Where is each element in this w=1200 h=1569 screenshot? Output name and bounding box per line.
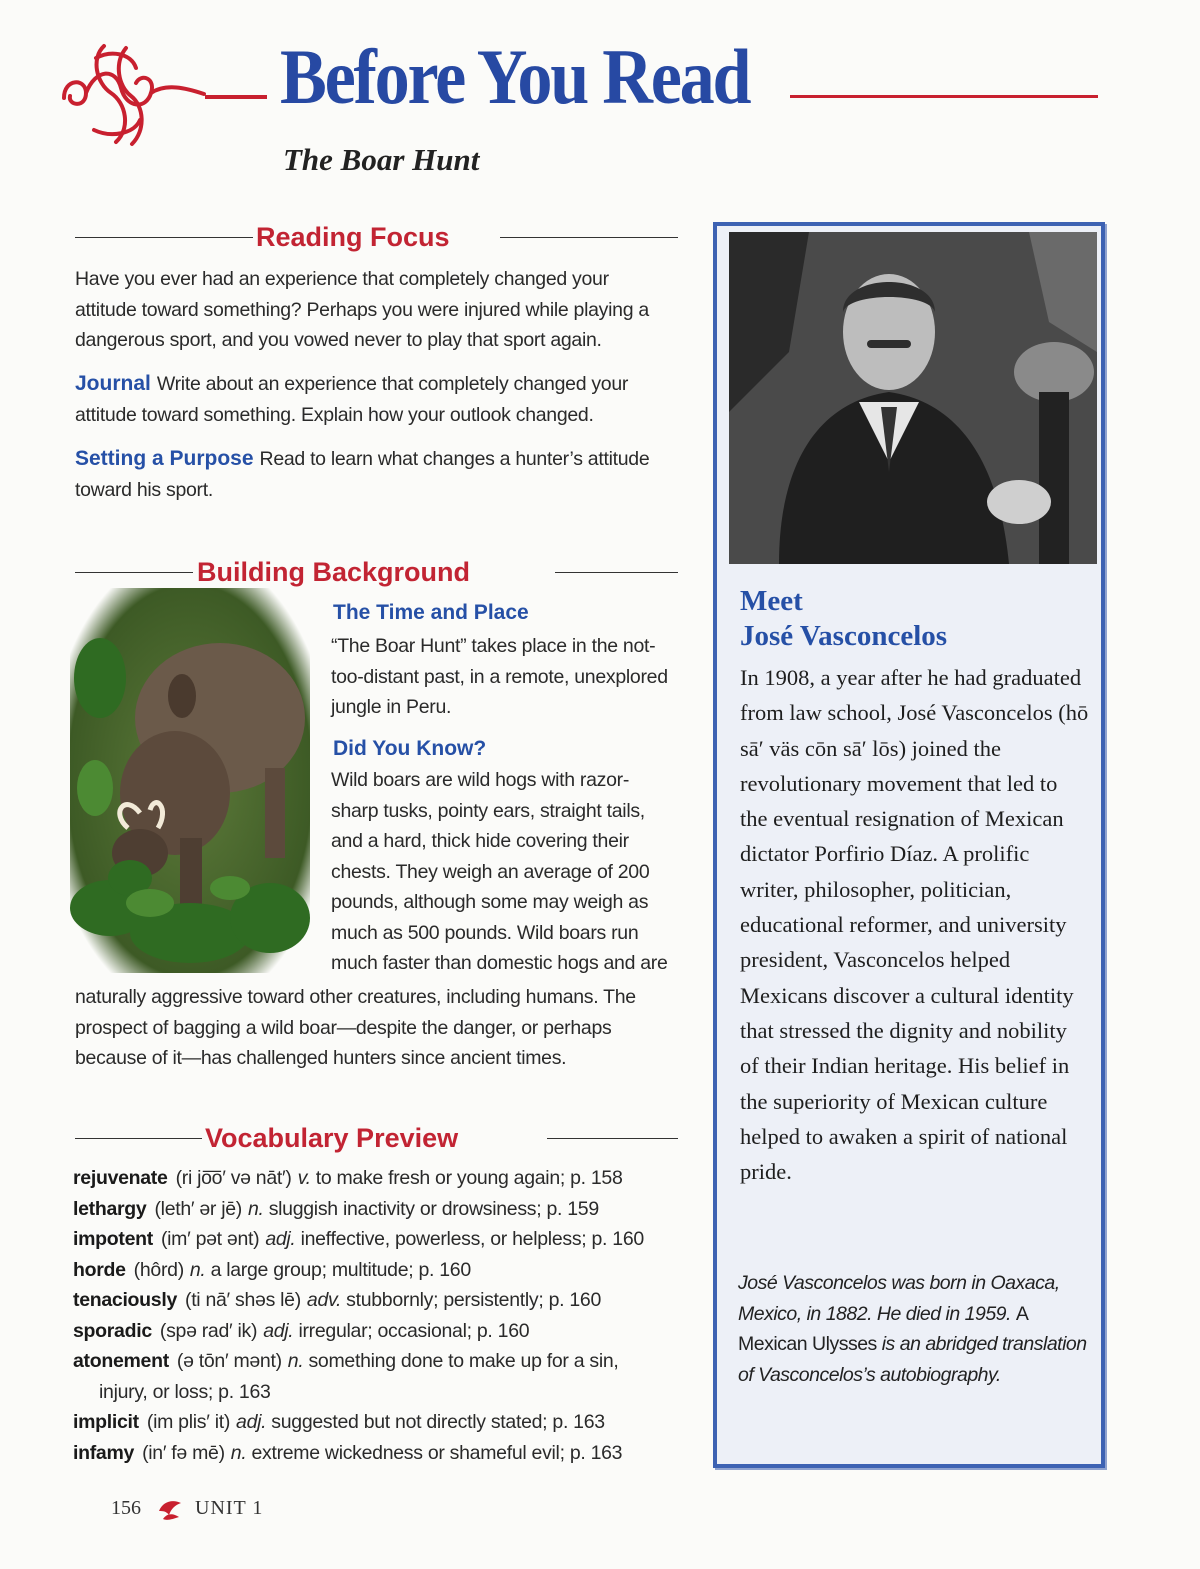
purpose-text: Read to learn what changes a hunter’s attitude toward his sport.: [75, 448, 650, 501]
heading-rule: [500, 237, 678, 238]
vocab-pronunciation: (ti nā′ shəs lē): [185, 1289, 301, 1311]
vocab-entry: [73, 1194, 673, 1225]
author-portrait-photo: [729, 232, 1097, 564]
book-title: A Mexican Ulysses: [738, 1302, 1028, 1355]
heading-rule: [75, 572, 193, 573]
vocabulary-list: [73, 1163, 673, 1468]
author-note-born: José Vasconcelos was born in Oaxaca, Mexico, in 1882. He died in 1959.: [738, 1272, 1060, 1325]
vocab-pronunciation: (im′ pət ənt): [160, 1228, 260, 1250]
did-you-know-continued: naturally aggressive toward other creatures, including humans. The prospect of bagging a wild boar—despite the danger, or perhaps because of it—has challenged hunters since ancient times.: [75, 986, 636, 1069]
vocab-word: atonement: [73, 1350, 169, 1372]
page-number: 156: [111, 1497, 141, 1519]
vocab-pronunciation: (im plis′ it): [146, 1411, 231, 1433]
vocab-pronunciation: (ri jo͞o′ və nāt′): [175, 1167, 292, 1189]
vocab-part-of-speech: adj.: [265, 1228, 296, 1250]
vocab-word: tenaciously: [73, 1289, 177, 1311]
purpose-label: Setting a Purpose: [75, 447, 254, 470]
journal-text: Write about an experience that completely changed your attitude toward something. Explain how your outlook changed.: [75, 373, 629, 426]
vocab-word: impotent: [73, 1228, 153, 1250]
heading-rule: [75, 1138, 202, 1139]
vocabulary-heading: [75, 1121, 678, 1155]
author-note: [738, 1268, 1088, 1390]
vocab-part-of-speech: adj.: [236, 1411, 267, 1433]
wild-boar-photo: [70, 588, 310, 973]
vocab-definition: a large group; multitude; p. 160: [210, 1258, 471, 1281]
vocab-pronunciation: (spə rad′ ik): [159, 1319, 258, 1342]
vocab-entry: [73, 1224, 673, 1255]
vocab-part-of-speech: v.: [297, 1167, 311, 1189]
flourish-ornament-icon: [56, 38, 206, 150]
vocab-definition: sluggish inactivity or drowsiness; p. 159: [268, 1197, 599, 1220]
reading-focus-heading: [75, 220, 678, 254]
vocab-pronunciation: (leth′ ər jē): [154, 1197, 243, 1220]
unit-label: UNIT 1: [195, 1497, 264, 1519]
did-you-know-heading: Did You Know?: [333, 737, 487, 760]
vocab-part-of-speech: n.: [189, 1258, 206, 1281]
meet-author-heading: [740, 584, 947, 654]
vocab-entry: [73, 1316, 673, 1347]
selection-title: The Boar Hunt: [283, 142, 480, 177]
time-place-heading: The Time and Place: [333, 601, 529, 624]
vocab-pronunciation: (hôrd): [133, 1258, 184, 1281]
reading-focus-intro: Have you ever had an experience that completely changed your attitude toward something? Perhaps you were injured while playing a dangerous sport, and you vowed never to play that sport again.: [75, 268, 649, 351]
vocab-entry: [73, 1285, 673, 1316]
vocab-pronunciation: (in′ fə mē): [142, 1441, 225, 1464]
vocab-definition: ineffective, powerless, or helpless; p. 160: [300, 1228, 644, 1250]
reading-focus-label: Reading Focus: [256, 222, 450, 252]
journal-label: Journal: [75, 372, 151, 395]
leaf-ornament-icon: [157, 1499, 183, 1521]
journal-paragraph: [75, 369, 665, 430]
building-background-label: Building Background: [197, 557, 470, 587]
vocab-definition: to make fresh or young again; p. 158: [315, 1167, 623, 1189]
vocab-definition-continued: injury, or loss; p. 163: [99, 1380, 271, 1403]
title-rule: [790, 95, 1098, 98]
vocab-word: horde: [73, 1258, 126, 1281]
vocab-entry: [73, 1407, 673, 1438]
author-name: José Vasconcelos: [740, 620, 948, 652]
vocab-definition: irregular; occasional; p. 160: [298, 1319, 530, 1342]
heading-rule: [555, 572, 678, 573]
vocab-definition: something done to make up for a sin,: [308, 1350, 619, 1372]
vocab-entry: [73, 1438, 673, 1469]
meet-label: Meet: [740, 585, 803, 617]
did-you-know-text: Wild boars are wild hogs with razor-sharp tusks, pointy ears, straight tails, and a hard, thick hide covering their chests. They weigh an average of 200 pounds, although some may weigh as much as 500 pounds. Wild boars run much faster than domestic hogs and are: [331, 769, 668, 974]
vocab-part-of-speech: n.: [230, 1441, 247, 1464]
vocab-part-of-speech: n.: [287, 1350, 304, 1372]
building-background-heading: [75, 555, 678, 589]
vocab-definition: stubbornly; persistently; p. 160: [346, 1289, 602, 1311]
author-biography: In 1908, a year after he had graduated from law school, José Vasconcelos (hō sā′ väs cōn sā′ lōs) joined the revolutionary movement that led to the eventual resignation of Mexican dictator Porfirio Díaz. A prolific writer, philosopher, politician, educational reformer, and university president, Vasconcelos helped Mexicans discover a cultural identity that stressed the dignity and nobility of their Indian heritage. His belief in the superiority of Mexican culture helped to awaken a spirit of national pride.: [740, 665, 1089, 1185]
purpose-paragraph: [75, 444, 665, 505]
vocabulary-label: Vocabulary Preview: [205, 1123, 459, 1153]
vocab-definition: suggested but not directly stated; p. 163: [271, 1411, 605, 1433]
vocab-definition: extreme wickedness or shameful evil; p. 163: [251, 1441, 623, 1464]
heading-rule: [75, 237, 253, 238]
title-dash: [205, 95, 267, 99]
vocab-entry: [73, 1346, 673, 1407]
vocab-word: implicit: [73, 1411, 139, 1433]
vocab-entry: [73, 1255, 673, 1286]
time-place-text: “The Boar Hunt” takes place in the not-too-distant past, in a remote, unexplored jungle in Peru.: [331, 635, 668, 718]
vocab-part-of-speech: n.: [248, 1197, 264, 1220]
vocab-word: infamy: [73, 1441, 135, 1464]
heading-rule: [547, 1138, 678, 1139]
vocab-part-of-speech: adj.: [263, 1319, 294, 1342]
vocab-word: sporadic: [73, 1319, 152, 1342]
page-title: Before You Read: [280, 33, 750, 120]
author-note-rest: is an abridged translation of Vasconcelos’s autobiography.: [738, 1333, 1087, 1386]
vocab-word: lethargy: [73, 1197, 147, 1220]
vocab-word: rejuvenate: [73, 1167, 168, 1189]
vocab-entry: [73, 1163, 673, 1194]
vocab-pronunciation: (ə tōn′ mənt): [176, 1350, 282, 1372]
vocab-part-of-speech: adv.: [306, 1289, 342, 1311]
